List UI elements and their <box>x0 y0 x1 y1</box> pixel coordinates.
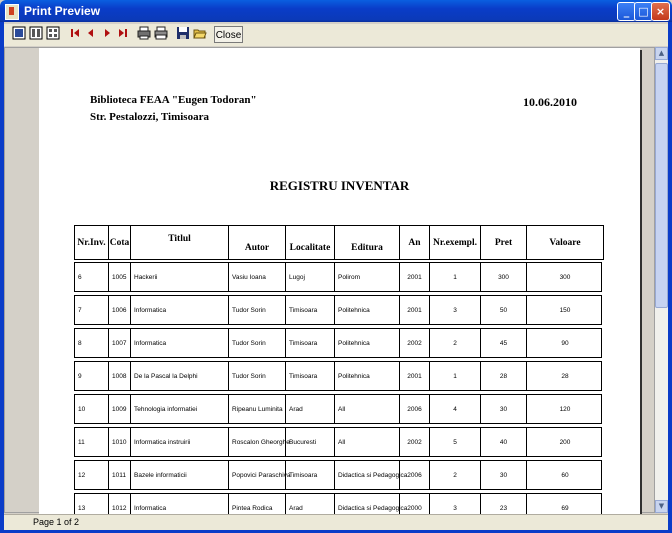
table-cell: 6 <box>75 263 109 291</box>
table-cell: 2001 <box>400 263 430 291</box>
table-cell: 12 <box>75 461 109 489</box>
page-indicator: Page 1 of 2 <box>33 517 80 527</box>
table-cell: 1012 <box>109 494 131 522</box>
scroll-up-icon[interactable]: ▲ <box>655 47 668 60</box>
window-title: Print Preview <box>24 4 101 18</box>
column-header: Cota <box>109 226 131 259</box>
table-cell: 69 <box>561 504 569 512</box>
two-pages-icon <box>29 26 43 40</box>
table-cell: 3 <box>430 296 481 324</box>
table-cell: 23 <box>481 494 527 522</box>
table-cell: 40 <box>481 428 527 456</box>
table-cell: Lugoj <box>286 263 335 291</box>
next-page-button[interactable] <box>100 26 114 40</box>
table-cell: 2 <box>430 461 481 489</box>
table-cell: 2002 <box>400 329 430 357</box>
table-cell: Politehnica <box>335 329 400 357</box>
table-row <box>74 394 602 424</box>
table-cell: 300 <box>481 263 527 291</box>
app-icon <box>5 4 19 20</box>
table-cell: 2006 <box>400 395 430 423</box>
table-cell: Informatica <box>131 494 229 522</box>
print-button[interactable] <box>154 26 168 40</box>
open-button[interactable] <box>193 26 207 40</box>
toolbar <box>4 24 668 46</box>
print-setup-icon <box>137 26 151 40</box>
column-header: Valoare <box>549 237 581 248</box>
table-cell: 2001 <box>400 362 430 390</box>
table-cell: Informatica <box>131 329 229 357</box>
table-cell: Hackerii <box>131 263 229 291</box>
first-page-icon <box>68 26 82 40</box>
table-cell: 4 <box>430 395 481 423</box>
table-cell: 1 <box>430 362 481 390</box>
table-cell: 30 <box>481 461 527 489</box>
table-row <box>74 427 602 457</box>
table-cell: 200 <box>559 438 571 446</box>
column-header: Nr.exempl. <box>430 226 481 259</box>
table-cell: Timisoara <box>286 461 335 489</box>
save-button[interactable] <box>176 26 190 40</box>
table-row <box>74 328 602 358</box>
multi-page-button[interactable] <box>46 26 60 40</box>
table-row <box>74 460 602 490</box>
table-row <box>74 295 602 325</box>
table-cell: Informatica <box>131 296 229 324</box>
column-header: Pret <box>481 226 527 259</box>
table-cell: 3 <box>430 494 481 522</box>
table-cell: 2002 <box>400 428 430 456</box>
vertical-scrollbar[interactable] <box>655 47 668 513</box>
table-cell: Bazele informaticii <box>131 461 229 489</box>
table-cell: 30 <box>481 395 527 423</box>
status-bar <box>4 514 668 530</box>
scroll-thumb[interactable] <box>655 63 668 308</box>
table-cell: All <box>335 395 400 423</box>
table-cell: 1009 <box>109 395 131 423</box>
print-icon <box>154 26 168 40</box>
maximize-button[interactable]: □ <box>634 2 653 21</box>
prev-page-icon <box>84 26 98 40</box>
table-cell: Timisoara <box>286 329 335 357</box>
table-cell: Arad <box>286 395 335 423</box>
table-cell: De la Pascal la Delphi <box>131 362 229 390</box>
table-row <box>74 262 602 292</box>
table-cell: Politehnica <box>335 296 400 324</box>
table-cell: Tudor Sorin <box>229 329 286 357</box>
table-cell: 300 <box>559 273 571 281</box>
table-cell: Tehnologia informatiei <box>131 395 229 423</box>
organization-address: Str. Pestalozzi, Timisoara <box>90 111 209 123</box>
multi-page-icon <box>46 26 60 40</box>
report-page <box>39 48 640 518</box>
table-cell: 28 <box>481 362 527 390</box>
table-cell: 90 <box>561 339 569 347</box>
table-cell: 2006 <box>400 461 430 489</box>
table-cell: 9 <box>75 362 109 390</box>
table-cell: Bucuresti <box>286 428 335 456</box>
table-cell: 2 <box>430 329 481 357</box>
next-page-icon <box>100 26 114 40</box>
table-cell: 1008 <box>109 362 131 390</box>
organization-name: Biblioteca FEAA "Eugen Todoran" <box>90 94 257 106</box>
title-bar <box>0 0 672 22</box>
last-page-button[interactable] <box>116 26 130 40</box>
table-cell: 1005 <box>109 263 131 291</box>
table-cell: Timisoara <box>286 362 335 390</box>
table-cell: Didactica si Pedagogica <box>335 494 400 522</box>
table-cell: 50 <box>481 296 527 324</box>
print-setup-button[interactable] <box>137 26 151 40</box>
close-preview-button[interactable]: Close <box>214 26 243 43</box>
table-cell: 13 <box>75 494 109 522</box>
table-cell: 28 <box>561 372 569 380</box>
window-frame-right <box>668 22 672 533</box>
table-cell: Timisoara <box>286 296 335 324</box>
table-cell: 1 <box>430 263 481 291</box>
prev-page-button[interactable] <box>84 26 98 40</box>
table-cell: 150 <box>559 306 571 314</box>
table-cell: 120 <box>559 405 571 413</box>
table-cell: Tudor Sorin <box>229 296 286 324</box>
table-cell: 11 <box>75 428 109 456</box>
table-cell: All <box>335 428 400 456</box>
table-cell: Politehnica <box>335 362 400 390</box>
table-cell: 45 <box>481 329 527 357</box>
table-cell: Vasiu Ioana <box>229 263 286 291</box>
table-cell: 2000 <box>400 494 430 522</box>
report-title: REGISTRU INVENTAR <box>269 178 410 193</box>
table-cell: 8 <box>75 329 109 357</box>
table-cell: Didactica si Pedagogica <box>335 461 400 489</box>
table-cell: 10 <box>75 395 109 423</box>
minimize-button[interactable]: _ <box>617 2 636 21</box>
table-cell: 60 <box>561 471 569 479</box>
table-cell: 1006 <box>109 296 131 324</box>
table-cell: Ripeanu Luminita <box>229 395 286 423</box>
table-cell: 2001 <box>400 296 430 324</box>
table-cell: 1007 <box>109 329 131 357</box>
table-cell: 5 <box>430 428 481 456</box>
column-header: Autor <box>229 226 286 259</box>
table-cell: Roscalon Gheorghe <box>229 428 286 456</box>
one-page-icon <box>12 26 26 40</box>
column-header: Nr.Inv. <box>75 226 109 259</box>
column-header: Localitate <box>286 226 335 259</box>
two-pages-button[interactable] <box>29 26 43 40</box>
scroll-down-icon[interactable]: ▼ <box>655 500 668 513</box>
table-cell: 7 <box>75 296 109 324</box>
table-cell: 1010 <box>109 428 131 456</box>
open-icon <box>193 26 207 40</box>
table-cell: Pintea Rodica <box>229 494 286 522</box>
table-cell: Polirom <box>335 263 400 291</box>
table-cell: Arad <box>286 494 335 522</box>
column-header: Titlul <box>131 226 229 259</box>
table-header <box>74 225 604 260</box>
save-icon <box>176 26 190 40</box>
table-cell: Informatica instruirii <box>131 428 229 456</box>
table-row <box>74 361 602 391</box>
last-page-icon <box>116 26 130 40</box>
one-page-button[interactable] <box>12 26 26 40</box>
close-window-button[interactable]: × <box>651 2 670 21</box>
column-header: Editura <box>335 226 400 259</box>
table-cell: 1011 <box>109 461 131 489</box>
table-cell: Tudor Sorin <box>229 362 286 390</box>
first-page-button[interactable] <box>68 26 82 40</box>
table-cell: Popovici Paraschiva <box>229 461 286 489</box>
report-date: 10.06.2010 <box>523 95 577 109</box>
preview-area[interactable] <box>4 47 655 513</box>
column-header: An <box>400 226 430 259</box>
